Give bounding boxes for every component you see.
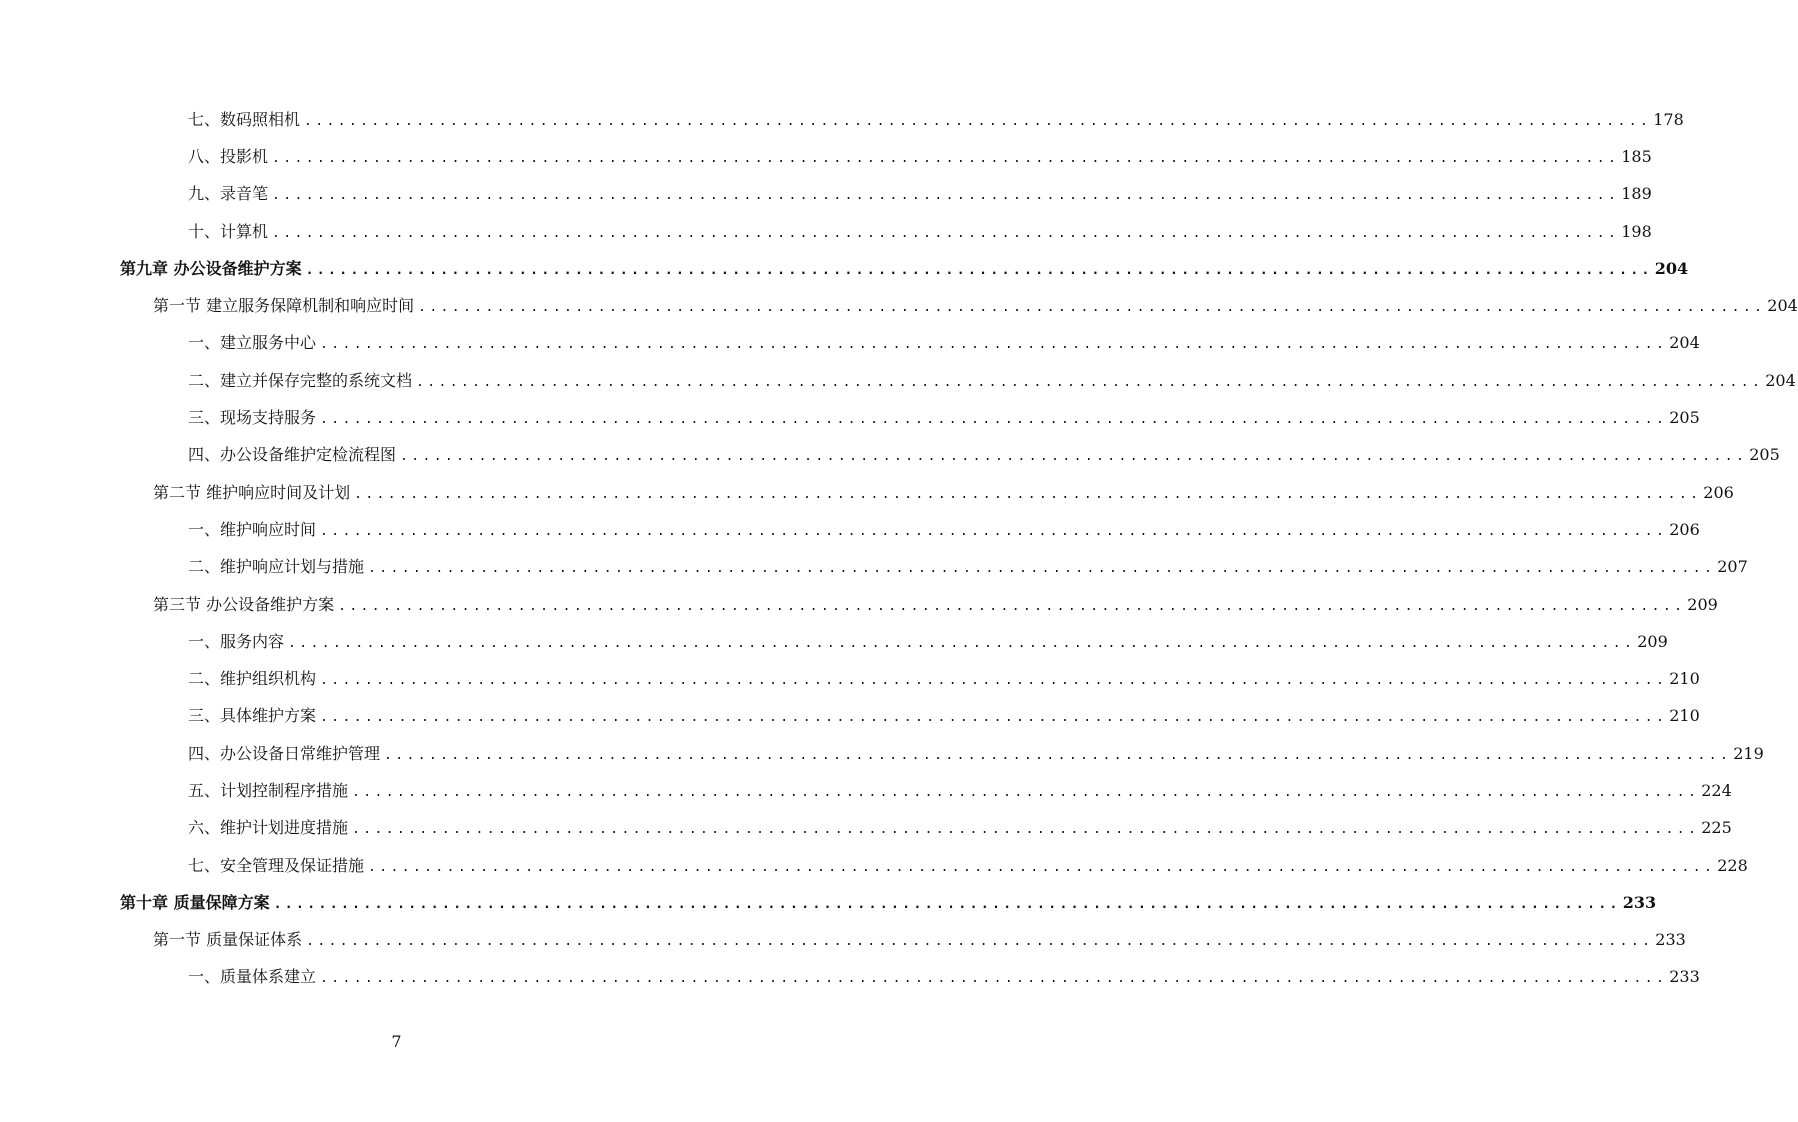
toc-entry-title: 九、录音笔 <box>188 184 269 204</box>
toc-subsection-entry[interactable] <box>0 325 1700 362</box>
table-of-contents <box>0 101 1798 996</box>
toc-dot-leader: ........................................................................................................................ <box>384 747 1732 763</box>
toc-entry-title: 二、维护响应计划与措施 <box>188 557 365 577</box>
toc-page-number: 233 <box>1622 892 1657 912</box>
toc-entry-title: 五、计划控制程序措施 <box>188 780 349 800</box>
toc-entry-title: 三、具体维护方案 <box>188 706 317 726</box>
toc-dot-leader: ........................................................................................................................ <box>320 710 1668 726</box>
toc-subsection-entry[interactable] <box>0 176 1652 213</box>
toc-entry-title: 七、数码照相机 <box>188 109 301 129</box>
toc-page-number: 205 <box>1749 445 1780 465</box>
toc-dot-leader: ........................................................................................................................ <box>368 859 1716 875</box>
toc-entry-title: 第九章 办公设备维护方案 <box>120 258 302 278</box>
toc-dot-leader: ........................................................................................................................ <box>306 934 1654 950</box>
toc-dot-leader: ........................................................................................................................ <box>416 374 1764 390</box>
toc-page-number: 225 <box>1701 818 1732 838</box>
toc-entry-title: 一、建立服务中心 <box>188 333 317 353</box>
toc-page-number: 210 <box>1669 706 1700 726</box>
toc-entry-title: 四、办公设备日常维护管理 <box>188 743 381 763</box>
toc-entry-title: 一、服务内容 <box>188 631 285 651</box>
toc-subsection-entry[interactable] <box>0 959 1700 996</box>
toc-dot-leader: ........................................................................................................................ <box>368 561 1716 577</box>
toc-page-number: 206 <box>1703 482 1734 502</box>
toc-entry-title: 第一节 质量保证体系 <box>153 930 303 950</box>
toc-dot-leader: ........................................................................................................................ <box>418 300 1766 316</box>
toc-chapter-entry[interactable] <box>0 250 1689 287</box>
toc-page-number: 233 <box>1669 967 1700 987</box>
toc-page-number: 209 <box>1637 631 1668 651</box>
toc-page-number: 204 <box>1767 296 1798 316</box>
toc-section-entry[interactable] <box>0 586 1718 623</box>
toc-page-number: 204 <box>1654 258 1689 278</box>
toc-dot-leader: ........................................................................................................................ <box>352 784 1700 800</box>
toc-dot-leader: ........................................................................................................................ <box>272 150 1620 166</box>
toc-page-number: 204 <box>1765 370 1796 390</box>
page-number: 7 <box>391 1032 402 1051</box>
toc-entry-title: 一、维护响应时间 <box>188 519 317 539</box>
toc-subsection-entry[interactable] <box>0 362 1796 399</box>
toc-entry-title: 七、安全管理及保证措施 <box>188 855 365 875</box>
toc-page-number: 205 <box>1669 408 1700 428</box>
toc-dot-leader: ........................................................................................................................ <box>272 188 1620 204</box>
toc-entry-title: 第十章 质量保障方案 <box>120 892 270 912</box>
toc-dot-leader: ........................................................................................................................ <box>354 486 1702 502</box>
toc-dot-leader: ........................................................................................................................ <box>304 113 1652 129</box>
toc-subsection-entry[interactable] <box>0 698 1700 735</box>
toc-subsection-entry[interactable] <box>0 847 1748 884</box>
toc-page-number: 185 <box>1621 146 1652 166</box>
toc-subsection-entry[interactable] <box>0 101 1684 138</box>
toc-entry-title: 十、计算机 <box>188 221 269 241</box>
toc-subsection-entry[interactable] <box>0 772 1732 809</box>
toc-subsection-entry[interactable] <box>0 437 1780 474</box>
toc-dot-leader: ........................................................................................................................ <box>320 337 1668 353</box>
toc-section-entry[interactable] <box>0 922 1686 959</box>
toc-entry-title: 第二节 维护响应时间及计划 <box>153 482 351 502</box>
toc-entry-title: 四、办公设备维护定检流程图 <box>188 445 397 465</box>
toc-dot-leader: ........................................................................................................................ <box>272 225 1620 241</box>
toc-page-number: 178 <box>1653 109 1684 129</box>
toc-page-number: 207 <box>1717 557 1748 577</box>
toc-page-number: 224 <box>1701 780 1732 800</box>
toc-section-entry[interactable] <box>0 474 1734 511</box>
toc-dot-leader: ........................................................................................................................ <box>305 262 1653 278</box>
toc-page-number: 210 <box>1669 669 1700 689</box>
toc-entry-title: 第三节 办公设备维护方案 <box>153 594 335 614</box>
toc-dot-leader: ........................................................................................................................ <box>320 971 1668 987</box>
toc-entry-title: 八、投影机 <box>188 146 269 166</box>
toc-entry-title: 二、建立并保存完整的系统文档 <box>188 370 413 390</box>
toc-dot-leader: ........................................................................................................................ <box>352 822 1700 838</box>
toc-page-number: 228 <box>1717 855 1748 875</box>
toc-subsection-entry[interactable] <box>0 735 1764 772</box>
toc-entry-title: 六、维护计划进度措施 <box>188 818 349 838</box>
toc-dot-leader: ........................................................................................................................ <box>320 412 1668 428</box>
toc-page-number: 209 <box>1687 594 1718 614</box>
toc-dot-leader: ........................................................................................................................ <box>400 449 1748 465</box>
toc-dot-leader: ........................................................................................................................ <box>320 673 1668 689</box>
toc-entry-title: 一、质量体系建立 <box>188 967 317 987</box>
toc-page-number: 233 <box>1655 930 1686 950</box>
toc-subsection-entry[interactable] <box>0 810 1732 847</box>
toc-page-number: 198 <box>1621 221 1652 241</box>
toc-subsection-entry[interactable] <box>0 511 1700 548</box>
toc-dot-leader: ........................................................................................................................ <box>273 896 1621 912</box>
toc-subsection-entry[interactable] <box>0 660 1700 697</box>
toc-subsection-entry[interactable] <box>0 549 1748 586</box>
toc-page-number: 219 <box>1733 743 1764 763</box>
toc-section-entry[interactable] <box>0 287 1798 324</box>
toc-entry-title: 二、维护组织机构 <box>188 669 317 689</box>
toc-dot-leader: ........................................................................................................................ <box>288 635 1636 651</box>
toc-entry-title: 第一节 建立服务保障机制和响应时间 <box>153 296 415 316</box>
toc-chapter-entry[interactable] <box>0 884 1657 921</box>
toc-dot-leader: ........................................................................................................................ <box>320 523 1668 539</box>
toc-entry-title: 三、现场支持服务 <box>188 408 317 428</box>
toc-subsection-entry[interactable] <box>0 399 1700 436</box>
toc-page-number: 189 <box>1621 184 1652 204</box>
toc-subsection-entry[interactable] <box>0 623 1668 660</box>
toc-subsection-entry[interactable] <box>0 213 1652 250</box>
toc-page-number: 206 <box>1669 519 1700 539</box>
toc-subsection-entry[interactable] <box>0 138 1652 175</box>
toc-page-number: 204 <box>1669 333 1700 353</box>
toc-dot-leader: ........................................................................................................................ <box>338 598 1686 614</box>
